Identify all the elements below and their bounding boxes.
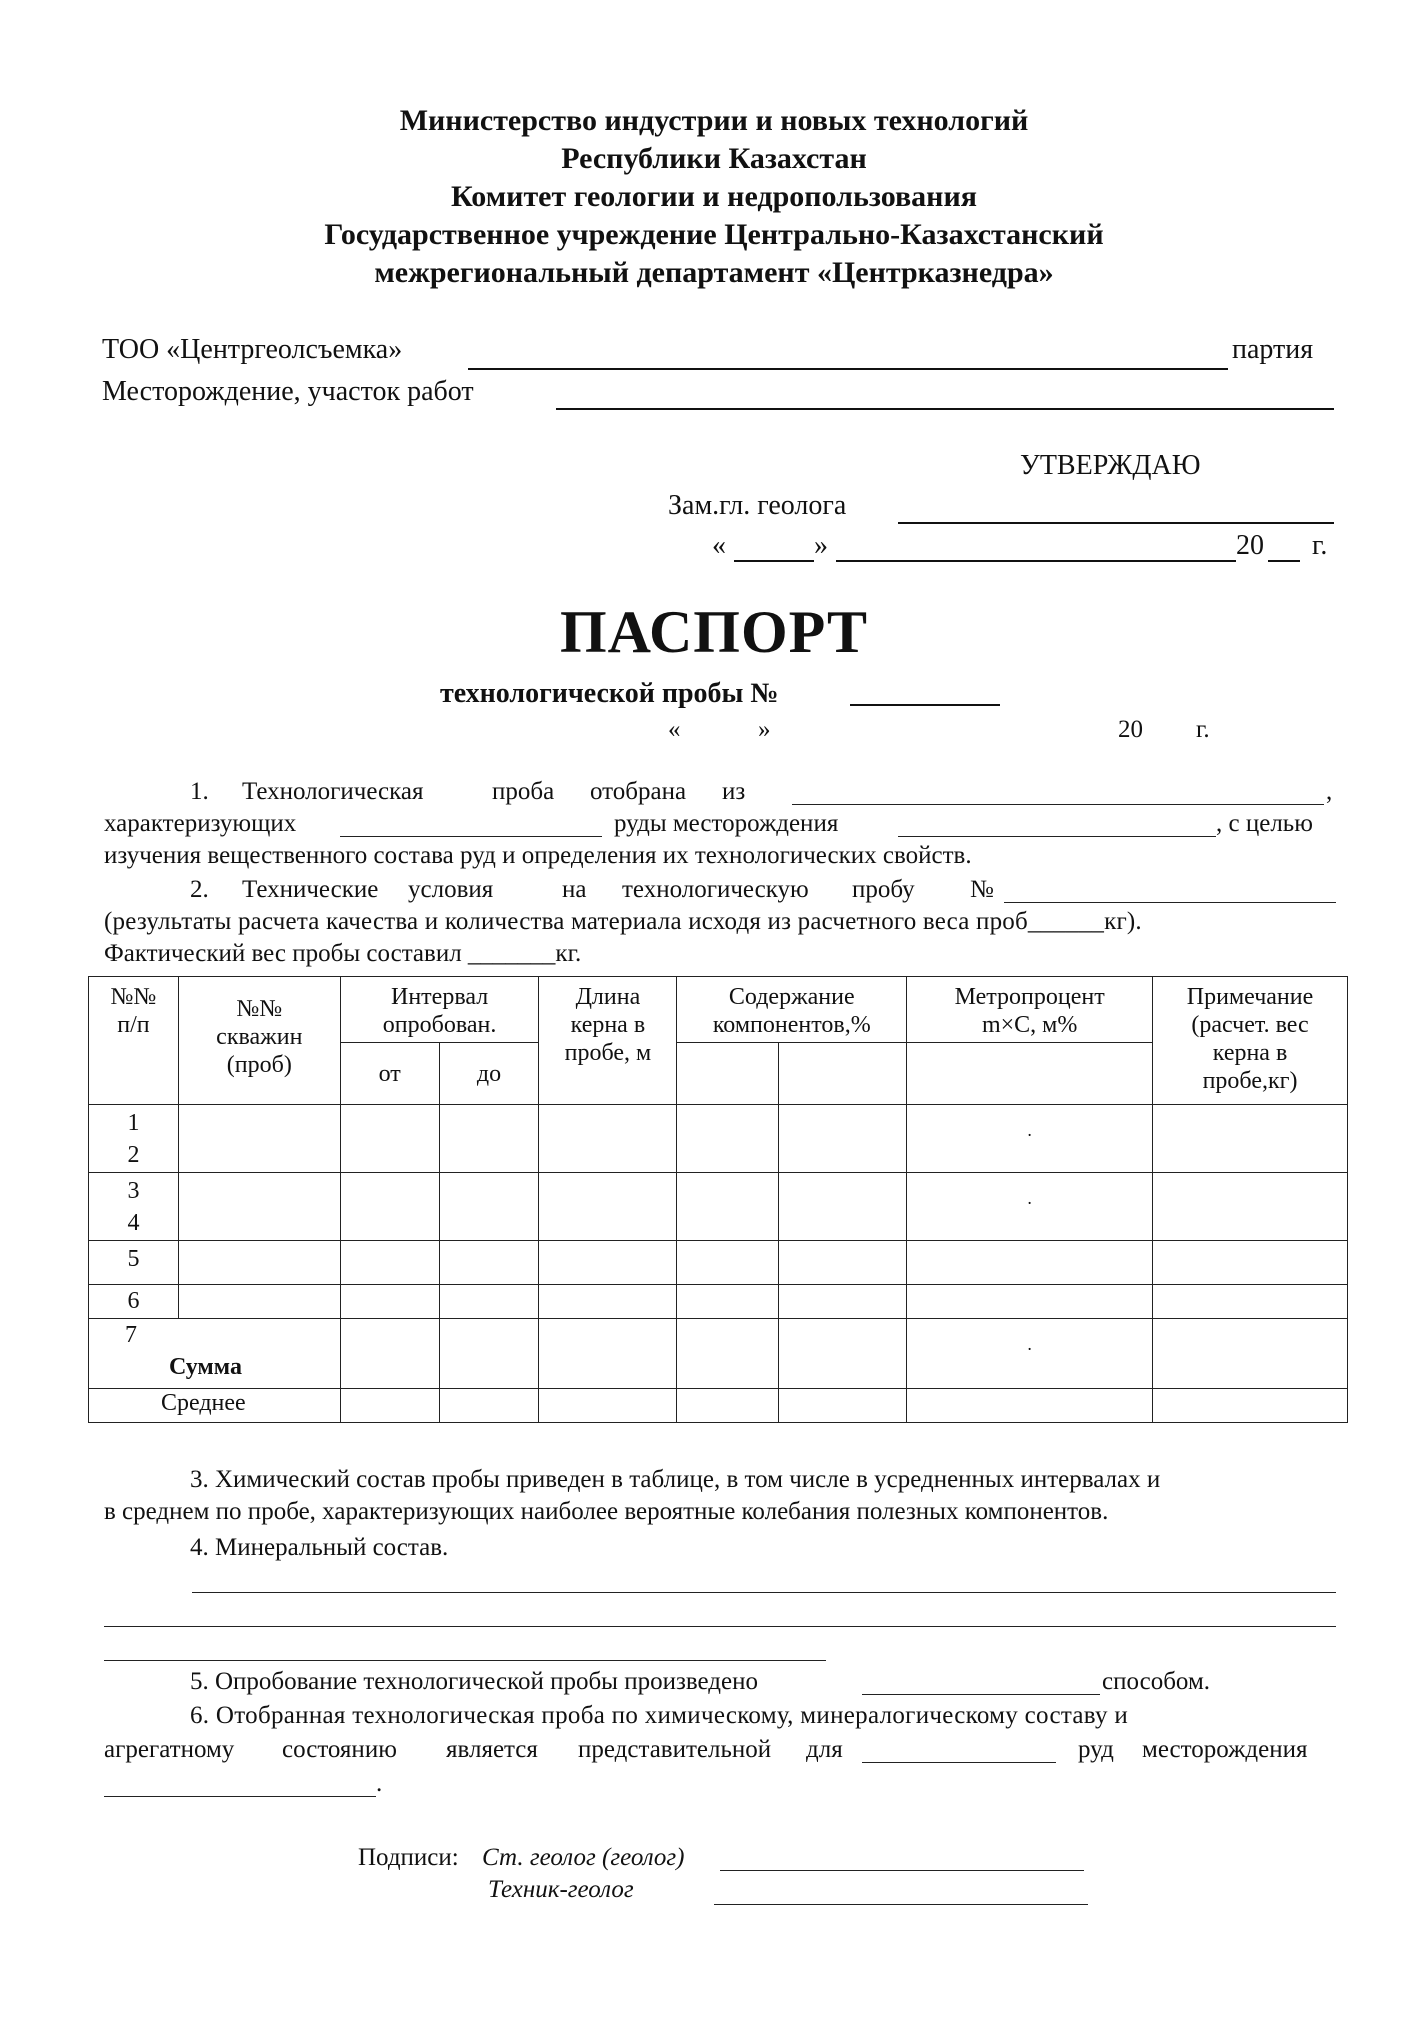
cell-from[interactable] — [340, 1319, 439, 1389]
cell-note[interactable] — [1153, 1285, 1348, 1319]
too-label: ТОО «Центргеолсъемка» — [102, 334, 403, 365]
cell-length[interactable] — [539, 1285, 677, 1319]
approval-day-field[interactable] — [734, 560, 814, 562]
mineral-line-2[interactable] — [104, 1626, 1336, 1627]
header-line-3: Комитет геологии и недропользования — [451, 180, 977, 213]
header-line-5: межрегиональный департамент «Центрказнедра» — [374, 256, 1054, 289]
s6-deposit-field[interactable] — [104, 1796, 376, 1797]
s1-ore-type-field[interactable] — [340, 836, 602, 837]
cell-content-2[interactable] — [779, 1319, 907, 1389]
row-num: 4 — [127, 1210, 140, 1236]
s1-line2-c: , с целью — [1216, 810, 1313, 837]
s6-w3: является — [446, 1736, 538, 1763]
deputy-geologist-label: Зам.гл. геолога — [668, 490, 847, 521]
cell-content-1[interactable] — [677, 1319, 779, 1389]
approval-month-field[interactable] — [836, 560, 1236, 562]
col-header-metro-text: Метропроцент m×C, м% — [954, 984, 1105, 1038]
col-header-from — [340, 1043, 439, 1105]
party-field[interactable] — [468, 368, 1228, 370]
approval-year-field[interactable] — [1268, 560, 1300, 562]
cell-from[interactable] — [340, 1173, 439, 1241]
table-row — [89, 1285, 1348, 1319]
col-header-content-text: Содержание компонентов,% — [712, 984, 871, 1038]
row-num-cell — [89, 1285, 179, 1319]
cell-content-2[interactable] — [779, 1173, 907, 1241]
mineral-line-3[interactable] — [104, 1660, 826, 1661]
col-header-content — [677, 977, 907, 1043]
col-header-content-2 — [779, 1043, 907, 1105]
header-line-2: Республики Казахстан — [561, 142, 867, 175]
s2-num: 2. — [190, 876, 209, 903]
party-label: партия — [1232, 334, 1314, 365]
mineral-line-1[interactable] — [192, 1592, 1336, 1593]
cell-to[interactable] — [439, 1285, 539, 1319]
row-num: 7 — [125, 1322, 137, 1348]
cell-content-1[interactable] — [677, 1241, 779, 1285]
cell-well[interactable] — [178, 1105, 340, 1173]
approval-year: 20 — [1236, 530, 1264, 561]
col-header-note-text: Примечание (расчет. вес керна в пробе,кг) — [1186, 984, 1314, 1094]
table-row — [89, 1389, 1348, 1423]
s1-word-4: из — [722, 778, 746, 805]
title-date-close: » — [758, 716, 771, 743]
cell-metro[interactable] — [907, 1319, 1153, 1389]
row-num-cell — [89, 1105, 179, 1173]
s2-word-3: на — [562, 876, 587, 903]
cell-dot: . — [1027, 1120, 1032, 1140]
s5-text-b: способом. — [1102, 1668, 1211, 1695]
col-header-num-text: №№ п/п — [110, 984, 157, 1038]
col-header-metro-sub — [907, 1043, 1153, 1105]
cell-content-1[interactable] — [677, 1285, 779, 1319]
s6-w2: состоянию — [282, 1736, 397, 1763]
s5-text-a: 5. Опробование технологической пробы произведено — [190, 1668, 758, 1695]
s3-line2: в среднем по пробе, характеризующих наиболее вероятные колебания полезных компонентов. — [104, 1498, 1109, 1525]
approve-label: УТВЕРЖДАЮ — [1020, 450, 1201, 481]
ministry-header — [0, 102, 1428, 292]
col-header-length-text: Длина керна в пробе, м — [564, 984, 652, 1066]
s6-w5: для — [806, 1736, 843, 1763]
cell-content-2[interactable] — [779, 1389, 907, 1423]
approval-date-open: « — [712, 530, 726, 561]
row-7-sum-cell — [89, 1319, 341, 1389]
row-num: 2 — [127, 1142, 140, 1168]
col-header-well — [178, 977, 340, 1105]
s2-conditions-field[interactable] — [1004, 902, 1336, 903]
row-num-cell — [89, 1241, 179, 1285]
senior-geologist-signature[interactable] — [720, 1870, 1084, 1871]
cell-note[interactable] — [1153, 1389, 1348, 1423]
cell-dot: . — [1027, 1188, 1032, 1208]
row-num: 6 — [127, 1288, 140, 1314]
s2-word-2: условия — [408, 876, 494, 903]
title-year: 20 — [1118, 716, 1143, 743]
s1-line2-a: характеризующих — [104, 810, 297, 837]
s3-line1: 3. Химический состав пробы приведен в таблице, в том числе в усредненных интервалах и — [190, 1466, 1161, 1493]
row-num: 5 — [127, 1246, 140, 1272]
s6-ore-field[interactable] — [862, 1762, 1056, 1763]
cell-from[interactable] — [340, 1105, 439, 1173]
s1-word-3: отобрана — [590, 778, 687, 805]
col-header-to-text: до — [476, 1060, 502, 1087]
row-num: 3 — [127, 1178, 140, 1204]
col-header-num — [89, 977, 179, 1105]
s1-deposit-field[interactable] — [898, 836, 1216, 837]
cell-to[interactable] — [439, 1241, 539, 1285]
sample-number-field[interactable] — [850, 704, 1000, 706]
page-title: ПАСПОРТ — [559, 599, 869, 665]
technician-label: Техник-геолог — [488, 1876, 634, 1903]
s1-word-1: Технологическая — [242, 778, 424, 805]
s1-word-2: проба — [492, 778, 555, 805]
cell-content-1[interactable] — [677, 1389, 779, 1423]
col-header-metro — [907, 977, 1153, 1043]
cell-length[interactable] — [539, 1173, 677, 1241]
header-line-1: Министерство индустрии и новых технологий — [399, 104, 1029, 137]
s2-line3: Фактический вес пробы составил _______кг. — [104, 940, 582, 967]
s1-source-field[interactable] — [792, 804, 1324, 805]
s2-word-6: № — [970, 876, 994, 903]
s2-word-5: пробу — [852, 876, 915, 903]
cell-content-1[interactable] — [677, 1105, 779, 1173]
cell-dot: . — [1027, 1334, 1032, 1354]
cell-content-2[interactable] — [779, 1105, 907, 1173]
sample-table — [88, 976, 1348, 1423]
col-header-note — [1153, 977, 1348, 1105]
table-row — [89, 1173, 1348, 1241]
cell-note[interactable] — [1153, 1241, 1348, 1285]
s2-word-1: Технические — [242, 876, 379, 903]
avg-label: Среднее — [161, 1390, 246, 1416]
cell-well[interactable] — [178, 1285, 340, 1319]
s6-w1: агрегатному — [104, 1736, 235, 1763]
s4-label: 4. Минеральный состав. — [190, 1534, 449, 1561]
col-header-from-text: от — [378, 1060, 401, 1087]
row-num-cell — [89, 1173, 179, 1241]
cell-note[interactable] — [1153, 1319, 1348, 1389]
approval-year-suffix: г. — [1312, 530, 1328, 561]
cell-note[interactable] — [1153, 1173, 1348, 1241]
cell-metro[interactable] — [907, 1285, 1153, 1319]
cell-well[interactable] — [178, 1241, 340, 1285]
cell-well[interactable] — [178, 1173, 340, 1241]
col-header-well-text: №№ скважин (проб) — [216, 996, 303, 1078]
deposit-label: Месторождение, участок работ — [102, 376, 474, 407]
cell-from[interactable] — [340, 1241, 439, 1285]
sample-subtitle: технологической пробы № — [440, 678, 779, 709]
cell-metro[interactable] — [907, 1173, 1153, 1241]
cell-length[interactable] — [539, 1105, 677, 1173]
cell-to[interactable] — [439, 1319, 539, 1389]
cell-content-2[interactable] — [779, 1241, 907, 1285]
s1-line3: изучения вещественного состава руд и определения их технологических свойств. — [104, 842, 972, 869]
row-num: 1 — [127, 1110, 140, 1136]
approval-date-close: » — [814, 530, 828, 561]
s1-line2-b: руды месторождения — [614, 810, 839, 837]
cell-length[interactable] — [539, 1319, 677, 1389]
cell-to[interactable] — [439, 1173, 539, 1241]
cell-from[interactable] — [340, 1389, 439, 1423]
cell-length[interactable] — [539, 1241, 677, 1285]
s6-w7: месторождения — [1142, 1736, 1308, 1763]
table-row — [89, 1241, 1348, 1285]
col-header-interval — [340, 977, 539, 1043]
cell-to[interactable] — [439, 1105, 539, 1173]
table-row — [89, 1319, 1348, 1389]
col-header-to — [439, 1043, 539, 1105]
technician-signature[interactable] — [714, 1904, 1088, 1905]
s6-w4: представительной — [578, 1736, 772, 1763]
cell-metro[interactable] — [907, 1105, 1153, 1173]
s6-period: . — [376, 1770, 383, 1797]
title-year-suffix: г. — [1196, 716, 1210, 743]
table-row — [89, 1105, 1348, 1173]
s5-method-field[interactable] — [862, 1694, 1100, 1695]
s6-line1: 6. Отобранная технологическая проба по химическому, минералогическому составу и — [190, 1702, 1129, 1729]
cell-content-2[interactable] — [779, 1285, 907, 1319]
senior-geologist-label: Ст. геолог (геолог) — [482, 1844, 685, 1871]
s6-w6: руд — [1078, 1736, 1114, 1763]
s2-word-4: технологическую — [622, 876, 809, 903]
col-header-interval-text: Интервал опробован. — [382, 984, 497, 1038]
col-header-length — [539, 977, 677, 1105]
title-date-open: « — [668, 716, 681, 743]
cell-metro[interactable] — [907, 1389, 1153, 1423]
cell-from[interactable] — [340, 1285, 439, 1319]
deputy-signature-field[interactable] — [898, 522, 1334, 524]
cell-to[interactable] — [439, 1389, 539, 1423]
s1-num: 1. — [190, 778, 209, 805]
s2-line2: (результаты расчета качества и количества материала исходя из расчетного веса проб______кг). — [104, 908, 1142, 935]
avg-label-cell — [89, 1389, 341, 1423]
deposit-field[interactable] — [556, 408, 1334, 410]
signatures-label: Подписи: — [358, 1844, 459, 1871]
sum-label: Сумма — [169, 1354, 242, 1380]
s1-comma: , — [1326, 778, 1333, 805]
col-header-content-1 — [677, 1043, 779, 1105]
cell-length[interactable] — [539, 1389, 677, 1423]
cell-content-1[interactable] — [677, 1173, 779, 1241]
cell-note[interactable] — [1153, 1105, 1348, 1173]
header-line-4: Государственное учреждение Центрально-Казахстанский — [324, 218, 1104, 251]
cell-metro[interactable] — [907, 1241, 1153, 1285]
